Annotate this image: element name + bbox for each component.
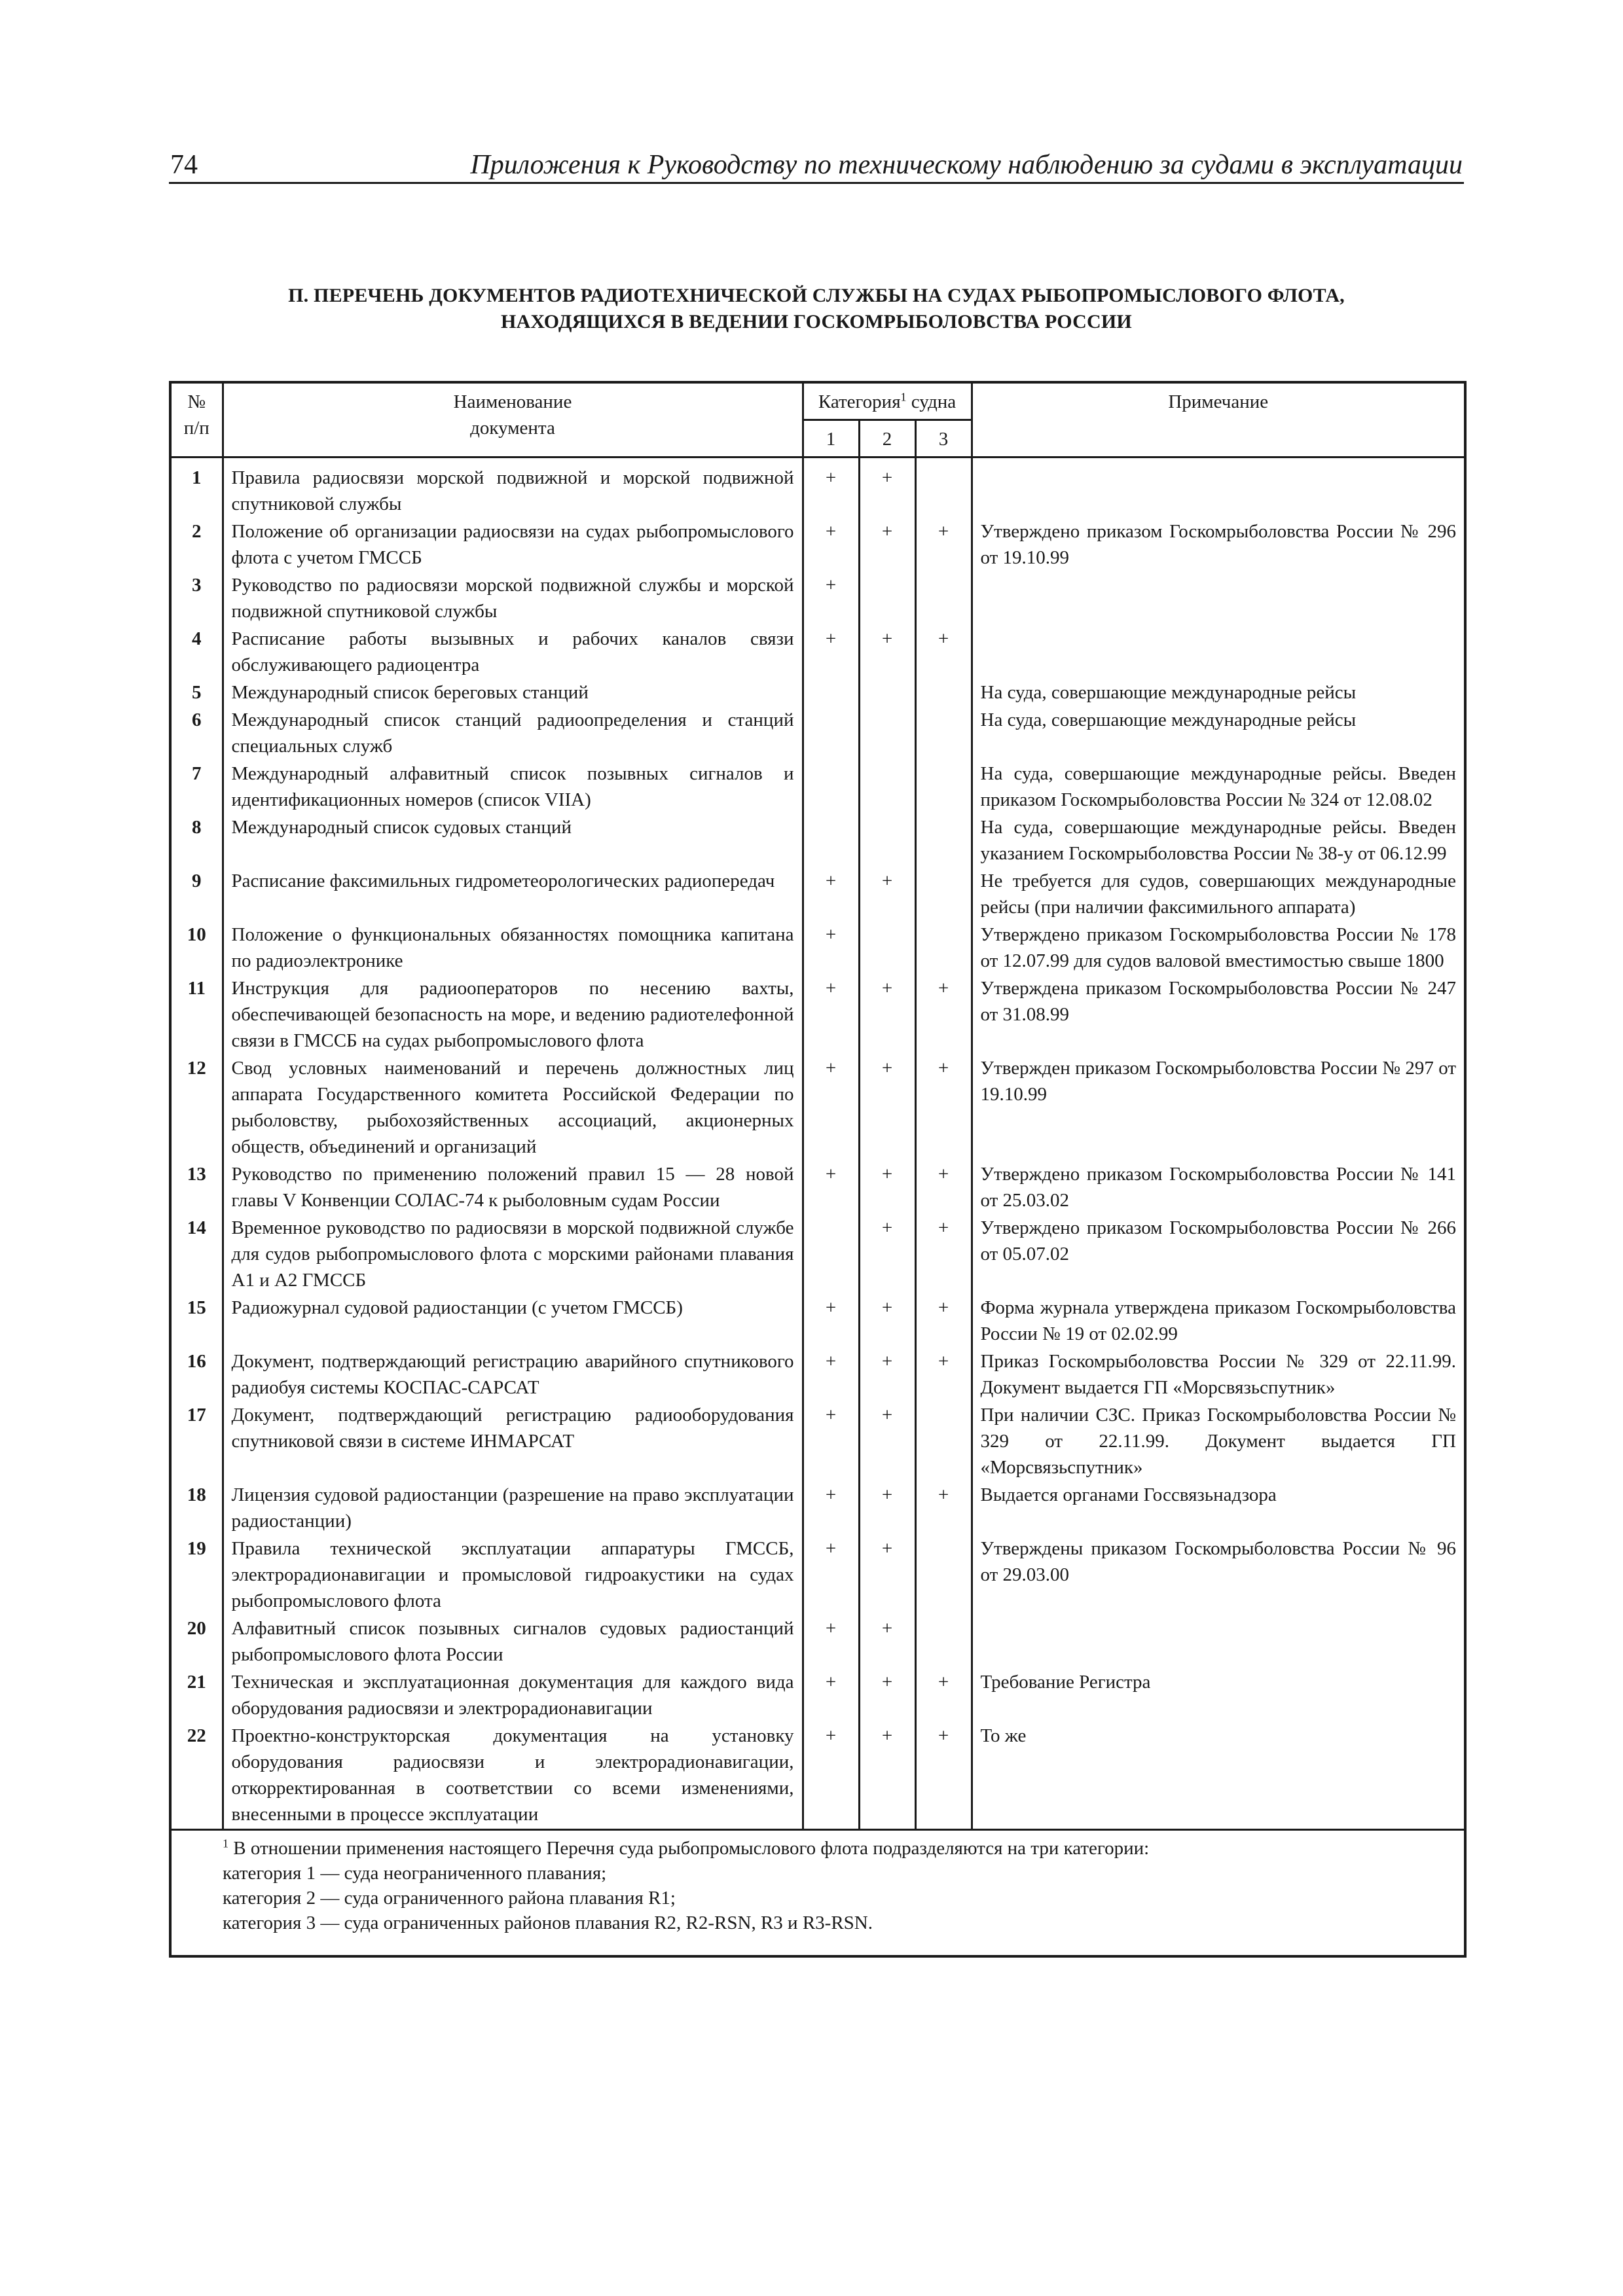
note-text: На суда, совершающие международные рейсы (980, 709, 1357, 730)
row-number: 15 (170, 1295, 223, 1348)
document-name: Правила технической эксплуатации аппаратуры ГМССБ, электрорадионавигации и промысловой гидроакустики на судах рыбопромыслового флота (223, 1535, 803, 1615)
category-2-mark: + (859, 975, 915, 1055)
document-name: Документ, подтверждающий регистрацию радиооборудования спутниковой связи в системе ИНМАРСАТ (223, 1402, 803, 1482)
category-3-mark (915, 679, 972, 707)
document-name: Алфавитный список позывных сигналов судовых радиостанций рыбопромыслового флота России (223, 1615, 803, 1669)
table-row (170, 761, 1465, 814)
note-text: Утверждено приказом Госкомрыболовства России № 266 от 05.07.02 (980, 1217, 1456, 1265)
category-3-mark: + (915, 1482, 972, 1535)
note-text: При наличии СЗС. Приказ Госкомрыболовства России № 329 от 22.11.99. Документ выдается ГП «Морсвязьспутник» (980, 1405, 1456, 1478)
category-2-mark (859, 814, 915, 868)
category-3-mark (915, 457, 972, 519)
row-number: 19 (170, 1535, 223, 1615)
row-number: 12 (170, 1055, 223, 1161)
table-row (170, 1669, 1465, 1723)
document-title-line-2: НАХОДЯЩИХСЯ В ВЕДЕНИИ ГОСКОМРЫБОЛОВСТВА РОССИИ (501, 311, 1132, 332)
row-number: 8 (170, 814, 223, 868)
row-number: 18 (170, 1482, 223, 1535)
category-1-mark (803, 1215, 859, 1295)
row-number: 16 (170, 1348, 223, 1402)
document-name: Расписание факсимильных гидрометеорологических радиопередач (223, 868, 803, 922)
document-name: Расписание работы вызывных и рабочих каналов связи обслуживающего радиоцентра (223, 626, 803, 679)
document-name: Инструкция для радиооператоров по несению вахты, обеспечивающей безопасность на море, и ведению радиотелефонной связи в ГМССБ на судах рыбопромыслового флота (223, 975, 803, 1055)
table-row (170, 1348, 1465, 1402)
category-3-mark: + (915, 518, 972, 572)
table-footnote (170, 1830, 1465, 1957)
category-3-mark (915, 707, 972, 761)
category-2-mark: + (859, 1615, 915, 1669)
table-row (170, 518, 1465, 572)
category-3-mark (915, 814, 972, 868)
table-row (170, 1161, 1465, 1215)
category-2-mark: + (859, 1161, 915, 1215)
table-row (170, 1055, 1465, 1161)
document-name: Лицензия судовой радиостанции (разрешение на право эксплуатации радиостанции) (223, 1482, 803, 1535)
footnote-intro: $^1$ В отношении применения настоящего Перечня суда рыбопромыслового флота подразделяются на три категории: (223, 1837, 1150, 1859)
document-name: Руководство по радиосвязи морской подвижной службы и морской подвижной спутниковой службы (223, 572, 803, 626)
note-text: Не требуется для судов, совершающих международные рейсы (при наличии факсимильного аппарата) (980, 870, 1456, 918)
document-name: Положение о функциональных обязанностях помощника капитана по радиоэлектронике (223, 922, 803, 975)
category-2-mark (859, 707, 915, 761)
row-number: 20 (170, 1615, 223, 1669)
category-1-mark: + (803, 1055, 859, 1161)
category-2-mark: + (859, 1482, 915, 1535)
category-2-mark: + (859, 1055, 915, 1161)
header-document-name: Наименование документа (223, 382, 803, 457)
header-category-1: 1 (803, 420, 859, 457)
table-row (170, 707, 1465, 761)
category-2-mark: + (859, 1348, 915, 1402)
row-number: 2 (170, 518, 223, 572)
document-name: Международный алфавитный список позывных сигналов и идентификационных номеров (список VIIA) (223, 761, 803, 814)
table-row (170, 1535, 1465, 1615)
document-name: Руководство по применению положений правил 15 — 28 новой главы V Конвенции СОЛАС-74 к рыболовным судам России (223, 1161, 803, 1215)
document-title (169, 283, 1464, 335)
category-1-mark: + (803, 922, 859, 975)
table-row (170, 1402, 1465, 1482)
note-text (972, 572, 1465, 626)
row-number: 4 (170, 626, 223, 679)
category-3-mark (915, 922, 972, 975)
row-number: 3 (170, 572, 223, 626)
row-number: 22 (170, 1723, 223, 1830)
category-1-mark: + (803, 1669, 859, 1723)
category-1-mark: + (803, 1295, 859, 1348)
category-2-mark: + (859, 518, 915, 572)
note-text: Утверждено приказом Госкомрыболовства России № 296 от 19.10.99 (980, 521, 1456, 568)
running-header (169, 145, 1464, 184)
table-row (170, 1215, 1465, 1295)
table-header (170, 382, 1465, 457)
table-row (170, 1295, 1465, 1348)
category-3-mark: + (915, 1348, 972, 1402)
category-3-mark (915, 572, 972, 626)
category-3-mark (915, 1402, 972, 1482)
page-number: 74 (170, 150, 198, 180)
category-1-mark: + (803, 1535, 859, 1615)
table-row (170, 626, 1465, 679)
row-number: 13 (170, 1161, 223, 1215)
category-2-mark (859, 572, 915, 626)
table-row (170, 679, 1465, 707)
footnote-category-2: категория 2 — суда ограниченного района плавания R1; (223, 1888, 676, 1909)
row-number: 1 (170, 457, 223, 519)
note-text: На суда, совершающие международные рейсы. Введен приказом Госкомрыболовства России № 324 от 12.08.02 (980, 763, 1456, 810)
category-1-mark (803, 679, 859, 707)
document-name: Документ, подтверждающий регистрацию аварийного спутникового радиобуя системы КОСПАС-САРСАТ (223, 1348, 803, 1402)
category-1-mark: + (803, 1723, 859, 1830)
category-2-mark (859, 922, 915, 975)
table-row (170, 457, 1465, 519)
row-number: 11 (170, 975, 223, 1055)
category-3-mark: + (915, 1669, 972, 1723)
category-1-mark: + (803, 975, 859, 1055)
document-name: Международный список судовых станций (223, 814, 803, 868)
footnote-category-1: категория 1 — суда неограниченного плавания; (223, 1863, 607, 1884)
table-row (170, 975, 1465, 1055)
header-category-3: 3 (915, 420, 972, 457)
category-3-mark: + (915, 626, 972, 679)
header-number: № п/п (170, 382, 223, 457)
header-category: Категория$^1$ судна (803, 382, 972, 420)
document-name: Свод условных наименований и перечень должностных лиц аппарата Государственного комитета Российской Федерации по рыболовству, рыбохозяйственных ассоциаций, акционерных обществ, объединений и организаций (223, 1055, 803, 1161)
category-2-mark: + (859, 1295, 915, 1348)
category-2-mark: + (859, 1669, 915, 1723)
category-2-mark: + (859, 626, 915, 679)
document-name: Техническая и эксплуатационная документация для каждого вида оборудования радиосвязи и электрорадионавигации (223, 1669, 803, 1723)
note-text: Утверждены приказом Госкомрыболовства России № 96 от 29.03.00 (980, 1538, 1456, 1585)
document-name: Международный список станций радиоопределения и станций специальных служб (223, 707, 803, 761)
category-3-mark: + (915, 975, 972, 1055)
category-1-mark: + (803, 1615, 859, 1669)
category-1-mark: + (803, 1482, 859, 1535)
row-number: 17 (170, 1402, 223, 1482)
row-number: 7 (170, 761, 223, 814)
row-number: 6 (170, 707, 223, 761)
table-row (170, 572, 1465, 626)
category-3-mark (915, 1615, 972, 1669)
footnote-category-3: категория 3 — суда ограниченных районов плавания R2, R2-RSN, R3 и R3-RSN. (223, 1912, 873, 1933)
category-3-mark: + (915, 1161, 972, 1215)
category-1-mark: + (803, 457, 859, 519)
table-row (170, 1723, 1465, 1830)
category-2-mark: + (859, 457, 915, 519)
category-2-mark: + (859, 1535, 915, 1615)
table-body (170, 457, 1465, 1830)
category-2-mark: + (859, 1723, 915, 1830)
category-1-mark: + (803, 572, 859, 626)
table-row (170, 1615, 1465, 1669)
table-row (170, 1482, 1465, 1535)
document-name: Международный список береговых станций (223, 679, 803, 707)
category-2-mark: + (859, 868, 915, 922)
category-3-mark: + (915, 1723, 972, 1830)
note-text (972, 457, 1465, 519)
note-text (972, 1615, 1465, 1669)
header-note: Примечание (972, 382, 1465, 457)
category-1-mark: + (803, 1348, 859, 1402)
category-2-mark: + (859, 1402, 915, 1482)
row-number: 5 (170, 679, 223, 707)
category-3-mark: + (915, 1055, 972, 1161)
category-3-mark (915, 868, 972, 922)
category-1-mark: + (803, 518, 859, 572)
note-text: Утверждено приказом Госкомрыболовства России № 141 от 25.03.02 (980, 1164, 1456, 1211)
note-text (972, 626, 1465, 679)
header-category-2: 2 (859, 420, 915, 457)
category-3-mark (915, 1535, 972, 1615)
note-text: Приказ Госкомрыболовства России № 329 от 22.11.99. Документ выдается ГП «Морсвязьспутник» (980, 1351, 1456, 1398)
note-text: Выдается органами Госсвязьнадзора (980, 1484, 1277, 1505)
note-text: На суда, совершающие международные рейсы (980, 682, 1357, 703)
category-1-mark: + (803, 1402, 859, 1482)
document-title-line-1: П. ПЕРЕЧЕНЬ ДОКУМЕНТОВ РАДИОТЕХНИЧЕСКОЙ СЛУЖБЫ НА СУДАХ РЫБОПРОМЫСЛОВОГО ФЛОТА, (288, 285, 1345, 306)
document-name: Временное руководство по радиосвязи в морской подвижной службе для судов рыбопромыслового флота с морскими районами плавания А1 и А2 ГМССБ (223, 1215, 803, 1295)
category-2-mark (859, 761, 915, 814)
row-number: 10 (170, 922, 223, 975)
category-1-mark (803, 707, 859, 761)
category-3-mark (915, 761, 972, 814)
row-number: 21 (170, 1669, 223, 1723)
category-3-mark: + (915, 1295, 972, 1348)
note-text: Утвержден приказом Госкомрыболовства России № 297 от 19.10.99 (980, 1058, 1456, 1105)
footnote-cell (170, 1830, 1465, 1957)
category-1-mark: + (803, 626, 859, 679)
note-text: То же (980, 1725, 1027, 1746)
table-row (170, 814, 1465, 868)
table-row (170, 922, 1465, 975)
document-name: Проектно-конструкторская документация на установку оборудования радиосвязи и электрорадионавигации, откорректированная в соответствии со всеми изменениями, внесенными в процессе эксплуатации (223, 1723, 803, 1830)
document-name: Радиожурнал судовой радиостанции (с учетом ГМССБ) (223, 1295, 803, 1348)
table-row (170, 868, 1465, 922)
row-number: 9 (170, 868, 223, 922)
note-text: Требование Регистра (980, 1672, 1151, 1693)
document-name: Положение об организации радиосвязи на судах рыбопромыслового флота с учетом ГМССБ (223, 518, 803, 572)
row-number: 14 (170, 1215, 223, 1295)
category-1-mark: + (803, 868, 859, 922)
category-1-mark (803, 761, 859, 814)
category-1-mark (803, 814, 859, 868)
note-text: Утверждено приказом Госкомрыболовства России № 178 от 12.07.99 для судов валовой вместимостью свыше 1800 (980, 924, 1456, 971)
document-name: Правила радиосвязи морской подвижной и морской подвижной спутниковой службы (223, 457, 803, 519)
note-text: Утверждена приказом Госкомрыболовства России № 247 от 31.08.99 (980, 978, 1456, 1025)
category-1-mark: + (803, 1161, 859, 1215)
category-3-mark: + (915, 1215, 972, 1295)
note-text: Форма журнала утверждена приказом Госкомрыболовства России № 19 от 02.02.99 (980, 1297, 1456, 1344)
category-2-mark: + (859, 1215, 915, 1295)
note-text: На суда, совершающие международные рейсы. Введен указанием Госкомрыболовства России № 38-у от 06.12.99 (980, 817, 1456, 864)
documents-table (169, 381, 1467, 1958)
running-title: Приложения к Руководству по техническому наблюдению за судами в эксплуатации (470, 150, 1463, 180)
category-2-mark (859, 679, 915, 707)
